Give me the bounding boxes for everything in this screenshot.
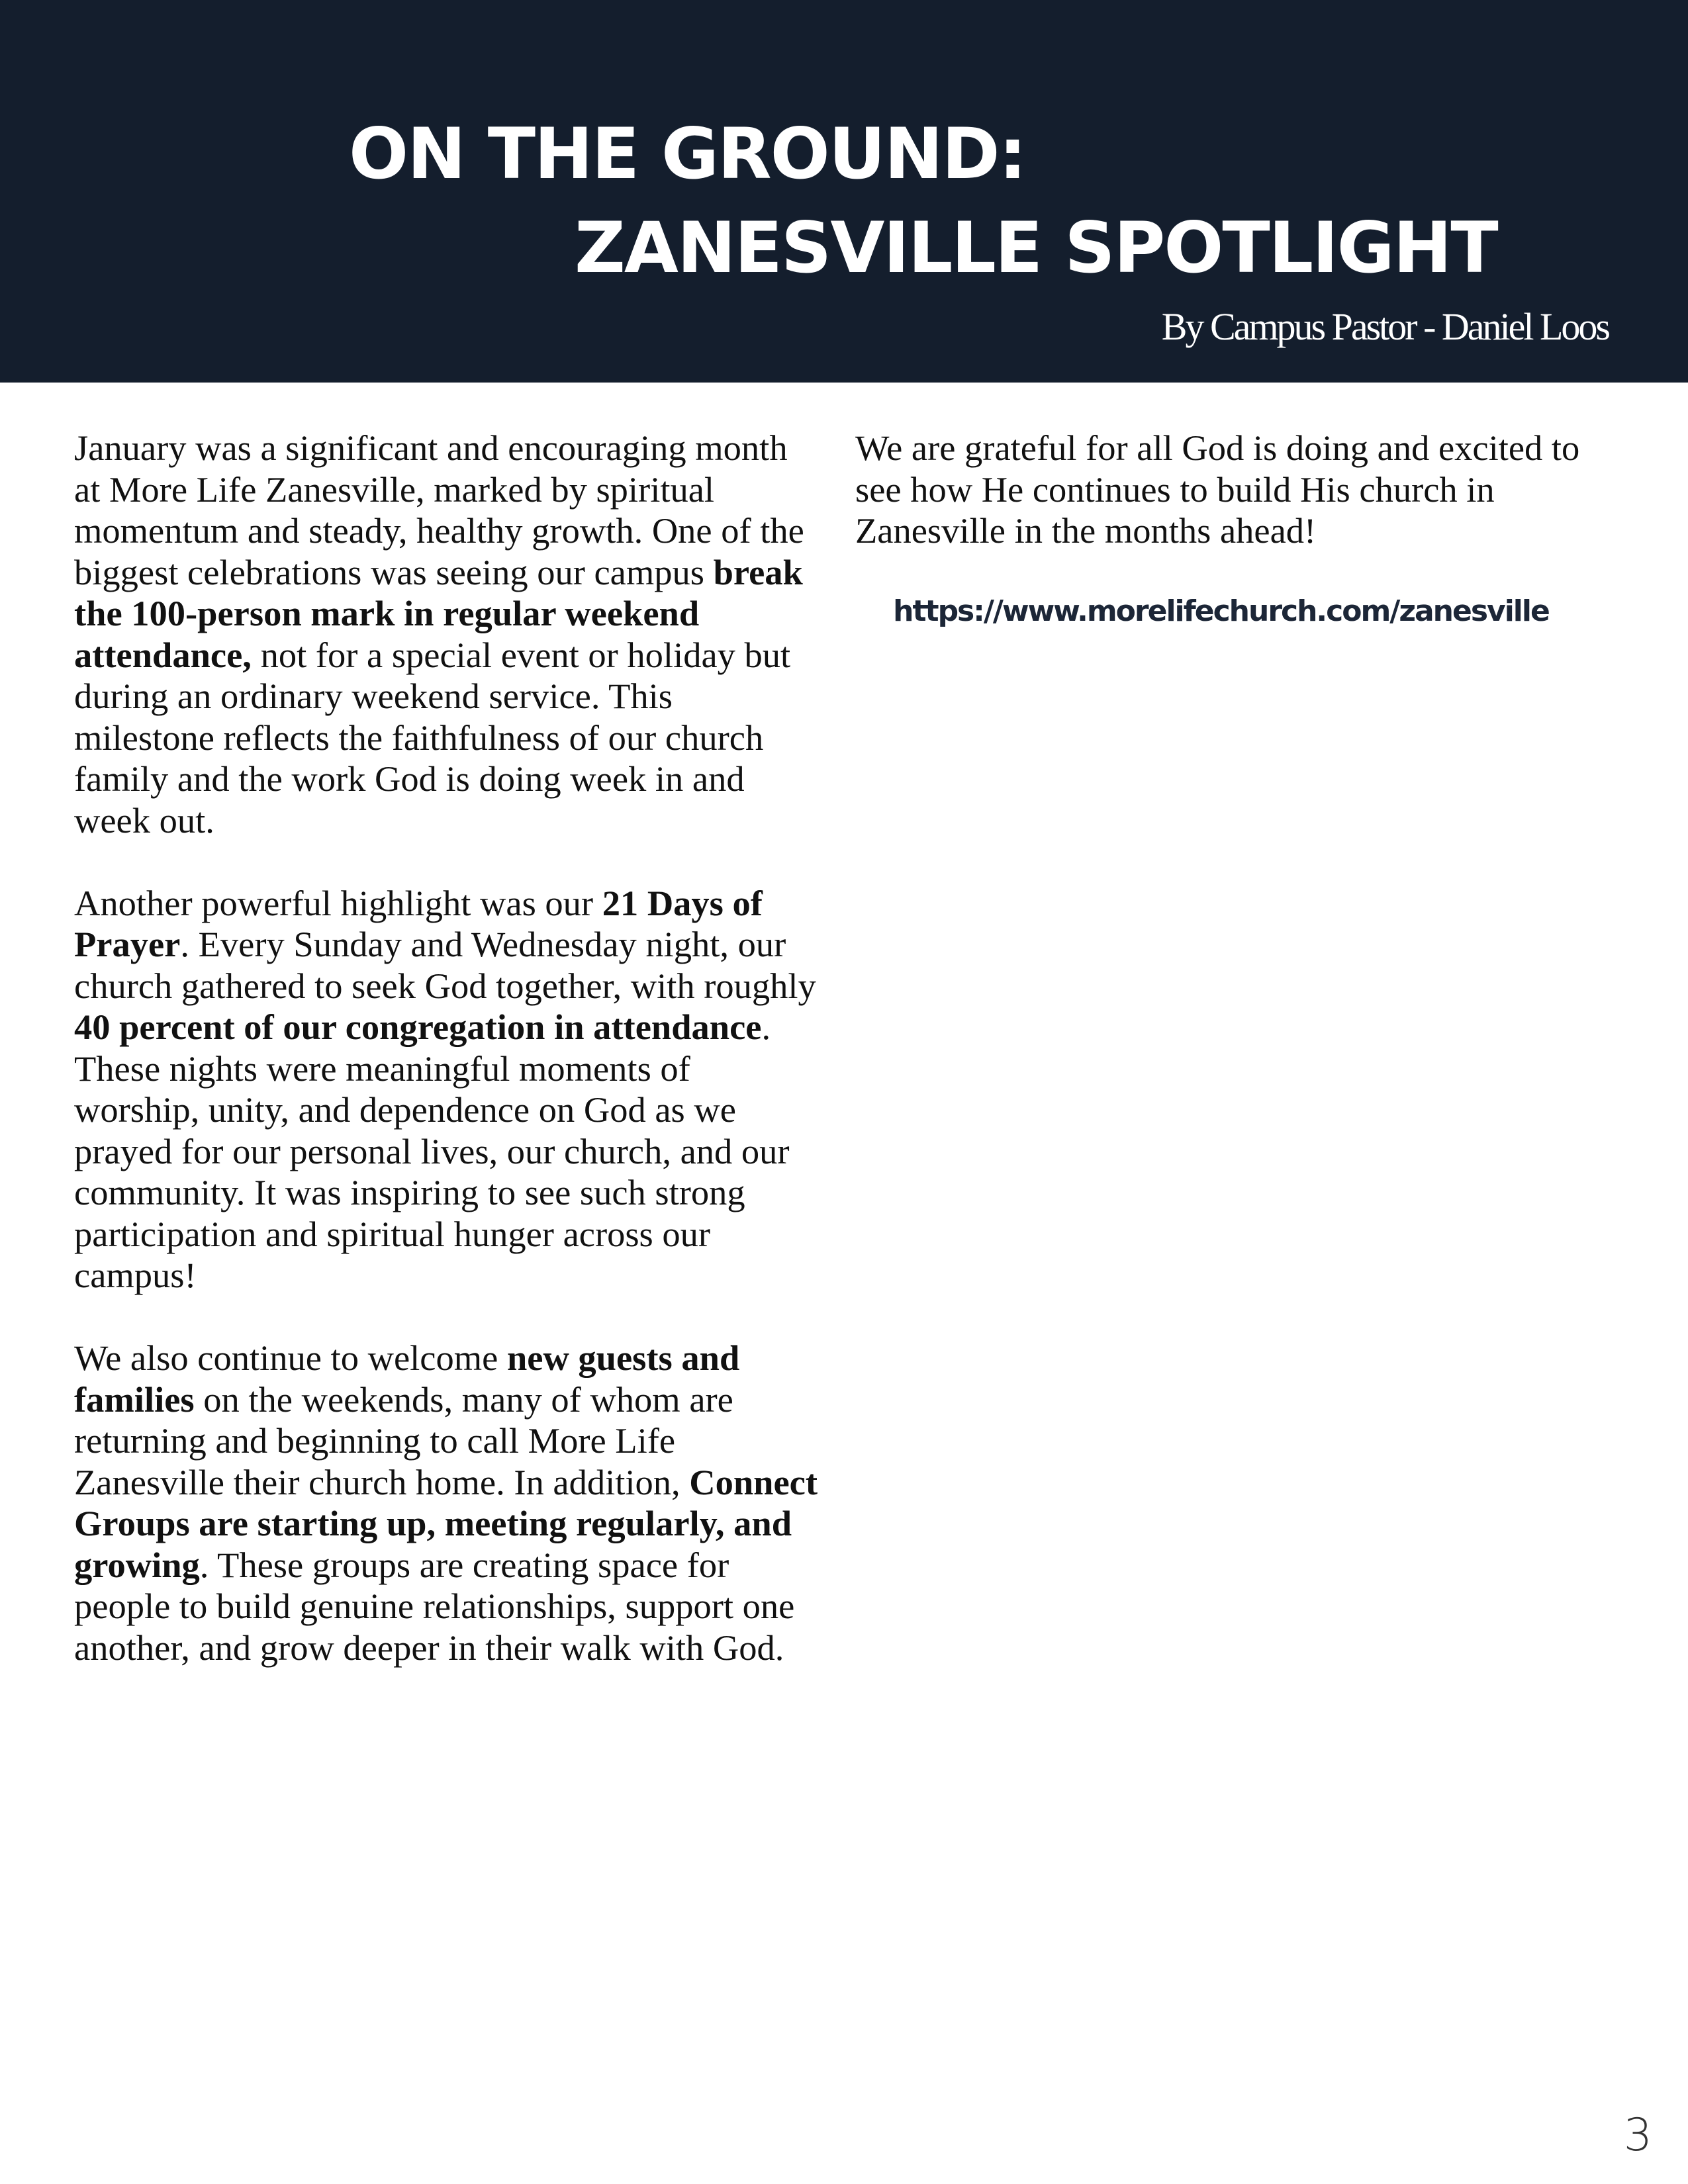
paragraph-2-text-c: . These nights were meaningful moments of worship, unity, and dependence on God as we prayed for our personal lives, our church, and our community. It was inspiring to see such strong participation and spiritual hunger across our campus!: [74, 1007, 790, 1295]
paragraph-3-bold-b: Connect Groups are starting up, meeting regularly, and growing: [74, 1461, 818, 1585]
left-column: [74, 428, 821, 1710]
paragraph-2-bold-a: 21 Days of Prayer: [74, 882, 763, 964]
header-banner: [0, 0, 1688, 383]
paragraph-1-bold-a: break the 100-person mark in regular weekend attendance,: [74, 551, 803, 675]
paragraph-1-text-b: not for a special event or holiday but during an ordinary weekend service. This milestone reflects the faithfulness of our church family and the work God is doing week in and week out.: [74, 634, 791, 841]
page-title-line-2: ZANESVILLE SPOTLIGHT: [575, 207, 1497, 289]
paragraph-2: [74, 883, 821, 1297]
paragraph-4: We are grateful for all God is doing and excited to see how He continues to build His church in Zanesville in the months ahead!: [855, 428, 1580, 551]
paragraph-2-bold-b: 40 percent of our congregation in attendance: [74, 1007, 762, 1047]
page-title-line-1: ON THE GROUND:: [349, 113, 1025, 195]
byline: By Campus Pastor - Daniel Loos: [1161, 305, 1609, 348]
paragraph-2-text-b: . Every Sunday and Wednesday night, our church gathered to seek God together, with roughly: [74, 924, 816, 1006]
website-link[interactable]: https://www.morelifechurch.com/zanesville: [893, 594, 1549, 628]
paragraph-3-text-b: on the weekends, many of whom are returning and beginning to call More Life Zanesville their church home. In addition,: [74, 1379, 733, 1502]
paragraph-3-text-c: . These groups are creating space for people to build genuine relationships, support one another, and grow deeper in their walk with God.: [74, 1544, 795, 1668]
paragraph-3-text-a: We also continue to welcome: [74, 1338, 507, 1378]
paragraph-2-text-a: Another powerful highlight was our: [74, 882, 602, 923]
page-number: 3: [1623, 2109, 1652, 2161]
paragraph-3: [74, 1338, 821, 1668]
paragraph-1-text-a: January was a significant and encouraging month at More Life Zanesville, marked by spiritual momentum and steady, healthy growth. One of the biggest celebrations was seeing our campus: [74, 428, 804, 592]
paragraph-3-bold-a: new guests and families: [74, 1338, 740, 1420]
paragraph-1: [74, 428, 821, 841]
right-column: [855, 428, 1603, 629]
